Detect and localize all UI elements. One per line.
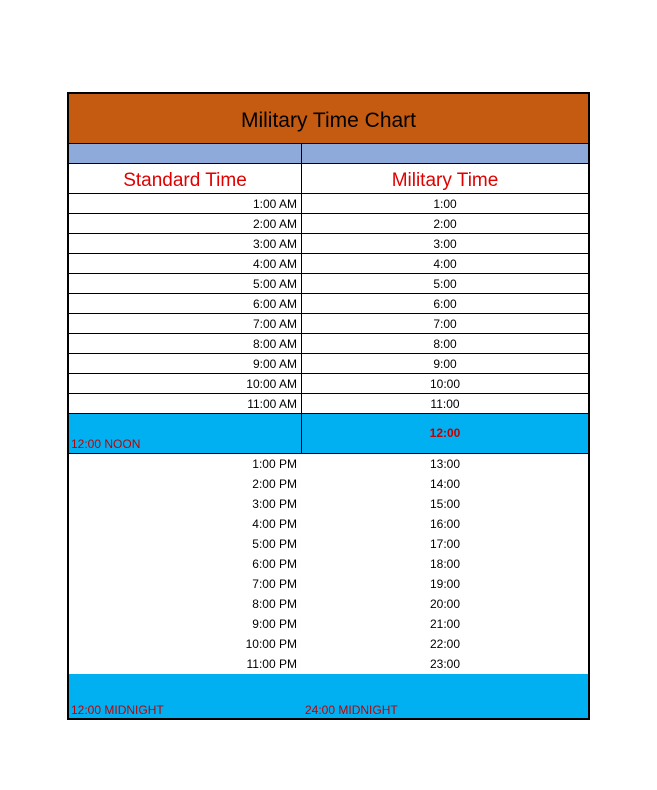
table-row [69,614,588,634]
military-time-cell: 23:00 [429,657,461,671]
table-row [69,354,588,374]
standard-time-cell: 1:00 AM [252,197,297,211]
military-time-cell: 14:00 [429,477,461,491]
table-row [69,554,588,574]
military-time-cell: 17:00 [429,537,461,551]
midnight-standard-cell: 12:00 MIDNIGHT [71,703,164,717]
table-row [69,334,588,354]
table-row [69,194,588,214]
military-time-cell: 20:00 [429,597,461,611]
standard-time-cell: 6:00 AM [252,297,297,311]
table-row [69,574,588,594]
military-time-cell: 18:00 [429,557,461,571]
table-row [69,474,588,494]
military-time-cell: 15:00 [429,497,461,511]
noon-military-cell: 12:00 [429,426,461,440]
military-time-cell: 2:00 [433,217,457,231]
military-time-chart [67,92,590,720]
standard-time-cell: 3:00 AM [252,237,297,251]
table-row [69,234,588,254]
table-row [69,634,588,654]
standard-time-cell: 9:00 AM [252,357,297,371]
standard-time-header: Standard Time [123,169,247,191]
table-row [69,654,588,674]
military-time-cell: 7:00 [433,317,457,331]
standard-time-cell: 10:00 AM [246,377,297,391]
header-accent-bar [69,144,588,164]
table-row [69,274,588,294]
midnight-military-cell: 24:00 MIDNIGHT [305,703,398,717]
table-row [69,254,588,274]
table-row [69,294,588,314]
table-row [69,394,588,414]
military-time-cell: 8:00 [433,337,457,351]
table-row [69,534,588,554]
military-time-cell: 3:00 [433,237,457,251]
noon-row [69,414,588,454]
noon-standard-cell: 12:00 NOON [71,437,141,451]
standard-time-cell: 2:00 PM [252,477,297,491]
military-time-cell: 9:00 [433,357,457,371]
military-time-cell: 21:00 [429,617,461,631]
military-time-header: Military Time [391,169,499,191]
military-time-cell: 11:00 [430,397,460,411]
standard-time-cell: 8:00 PM [252,597,297,611]
table-row [69,494,588,514]
standard-time-cell: 10:00 PM [245,637,297,651]
standard-time-cell: 7:00 PM [252,577,297,591]
military-time-cell: 16:00 [429,517,461,531]
standard-time-cell: 11:00 PM [246,657,297,671]
military-time-cell: 5:00 [433,277,457,291]
column-header-row [69,164,588,194]
table-row [69,214,588,234]
standard-time-cell: 2:00 AM [252,217,297,231]
standard-time-cell: 5:00 AM [252,277,297,291]
standard-time-cell: 9:00 PM [252,617,297,631]
column-divider [301,144,302,454]
table-row [69,514,588,534]
standard-time-cell: 4:00 PM [252,517,297,531]
standard-time-cell: 8:00 AM [252,337,297,351]
table-row [69,374,588,394]
table-row [69,454,588,474]
military-time-cell: 22:00 [429,637,461,651]
standard-time-cell: 6:00 PM [252,557,297,571]
military-time-cell: 6:00 [433,297,457,311]
standard-time-cell: 7:00 AM [252,317,297,331]
military-time-cell: 19:00 [429,577,461,591]
chart-title: Military Time Chart [69,94,588,144]
military-time-cell: 10:00 [429,377,461,391]
military-time-cell: 13:00 [429,457,461,471]
standard-time-cell: 11:00 AM [247,397,297,411]
table-row [69,594,588,614]
military-time-cell: 4:00 [433,257,457,271]
military-time-cell: 1:00 [433,197,457,211]
standard-time-cell: 5:00 PM [252,537,297,551]
standard-time-cell: 4:00 AM [252,257,297,271]
standard-time-cell: 3:00 PM [252,497,297,511]
standard-time-cell: 1:00 PM [252,457,297,471]
table-row [69,314,588,334]
midnight-row [69,674,588,718]
